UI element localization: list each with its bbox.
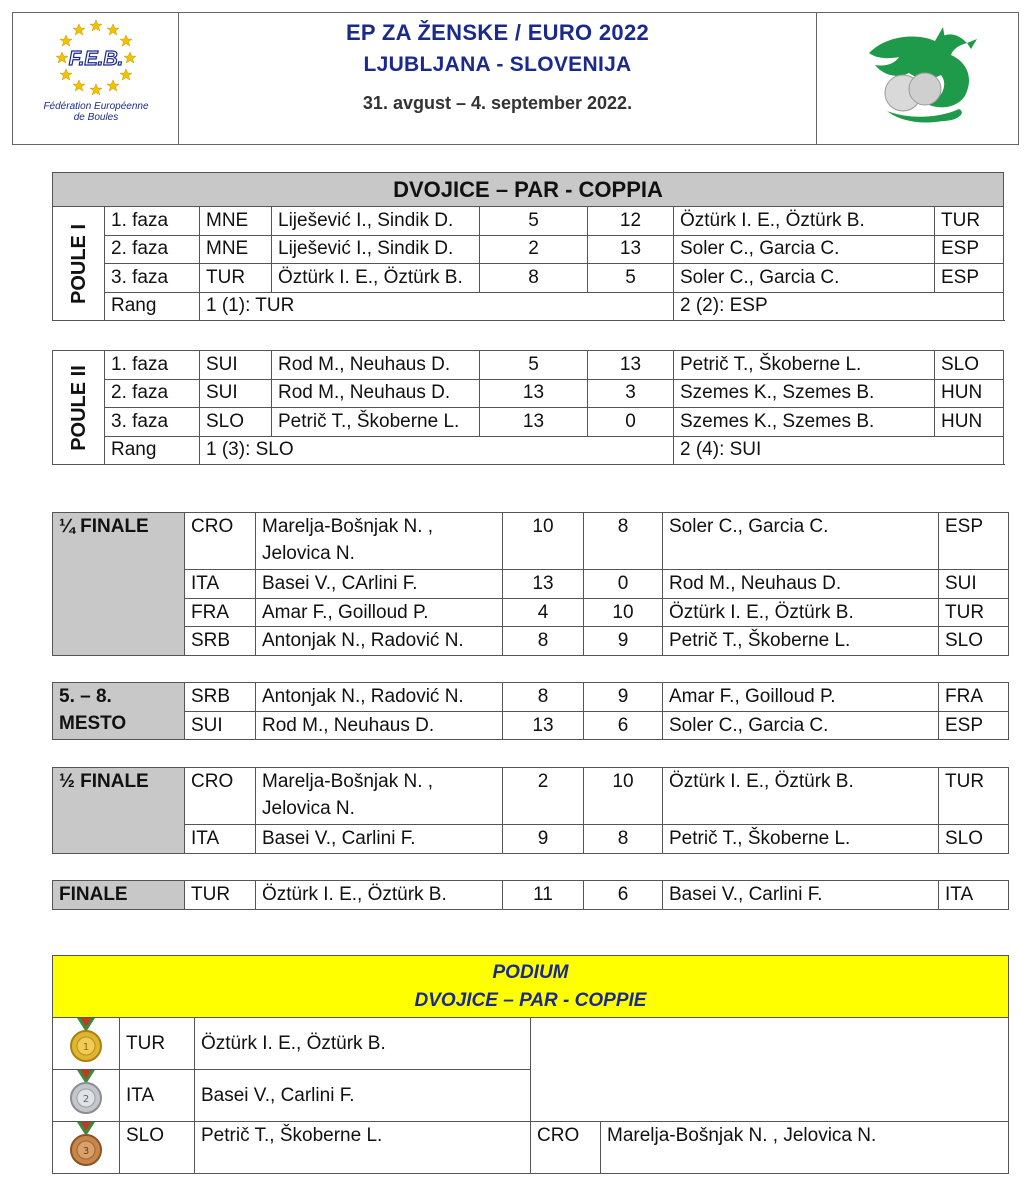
country-cell: TUR bbox=[200, 264, 272, 293]
podium-header-row bbox=[53, 956, 1009, 1018]
quarter-row-3 bbox=[53, 598, 1009, 627]
gold-medal-icon bbox=[53, 1018, 120, 1070]
country-cell: FRA bbox=[185, 598, 256, 627]
players-cell: Liješević I., Sindik D. bbox=[272, 207, 480, 236]
podium-table bbox=[52, 955, 1009, 1174]
poule-1-row-3 bbox=[53, 264, 1004, 293]
semi-row-2 bbox=[53, 825, 1009, 854]
players-cell: Petrič T., Škoberne L. bbox=[663, 825, 939, 854]
score-cell: 8 bbox=[503, 683, 584, 712]
players-cell: Amar F., Goilloud P. bbox=[256, 598, 503, 627]
country-cell: ESP bbox=[935, 264, 1004, 293]
quarter-row-2 bbox=[53, 570, 1009, 599]
poule-1-rank-row bbox=[53, 292, 1004, 321]
svg-text:F.E.B.: F.E.B. bbox=[68, 48, 124, 70]
places-5-8-table bbox=[52, 682, 1009, 740]
places-row-2 bbox=[53, 711, 1009, 740]
players-cell: Öztürk I. E., Öztürk B. bbox=[674, 207, 935, 236]
score-cell: 0 bbox=[584, 570, 663, 599]
event-title-block bbox=[179, 13, 817, 144]
score-cell: 4 bbox=[503, 598, 584, 627]
country-cell: ESP bbox=[939, 513, 1009, 570]
country-cell: ITA bbox=[185, 570, 256, 599]
score-cell: 3 bbox=[588, 379, 674, 408]
podium-players: Öztürk I. E., Öztürk B. bbox=[195, 1018, 531, 1070]
country-cell: HUN bbox=[935, 408, 1004, 437]
score-cell: 6 bbox=[584, 881, 663, 910]
score-cell: 13 bbox=[503, 570, 584, 599]
score-cell: 8 bbox=[584, 825, 663, 854]
score-cell: 0 bbox=[588, 408, 674, 437]
poule-2-row-3 bbox=[53, 408, 1004, 437]
podium-country: SLO bbox=[120, 1122, 195, 1174]
poule-2-row-2 bbox=[53, 379, 1004, 408]
podium-bronze-row bbox=[53, 1122, 1009, 1174]
country-cell: ITA bbox=[939, 881, 1009, 910]
poule-2-rank-row bbox=[53, 436, 1004, 465]
dragon-boules-icon bbox=[817, 13, 1018, 144]
players-cell: Petrič T., Škoberne L. bbox=[674, 351, 935, 380]
rank-label: Rang bbox=[105, 292, 200, 321]
score-cell: 8 bbox=[503, 627, 584, 656]
feb-caption-line1: Fédération Européenne bbox=[43, 101, 149, 112]
players-cell: Soler C., Garcia C. bbox=[663, 711, 939, 740]
players-cell: Petrič T., Škoberne L. bbox=[272, 408, 480, 437]
country-cell: ESP bbox=[939, 711, 1009, 740]
country-cell: MNE bbox=[200, 235, 272, 264]
score-cell: 13 bbox=[588, 351, 674, 380]
feb-logo bbox=[13, 13, 179, 144]
country-cell: SLO bbox=[939, 627, 1009, 656]
final-table bbox=[52, 880, 1009, 910]
score-cell: 10 bbox=[584, 768, 663, 825]
places-5-8-label: 5. – 8. MESTO bbox=[53, 683, 185, 740]
players-cell: Basei V., CArlini F. bbox=[256, 570, 503, 599]
players-cell: Soler C., Garcia C. bbox=[674, 235, 935, 264]
score-cell: 5 bbox=[480, 351, 588, 380]
event-dates: 31. avgust – 4. september 2022. bbox=[362, 93, 633, 113]
poule-1-label: POULE I bbox=[53, 207, 105, 321]
rank-second: 2 (4): SUI bbox=[674, 436, 1004, 465]
country-cell: SLO bbox=[939, 825, 1009, 854]
svg-text:2: 2 bbox=[82, 1094, 90, 1105]
silver-medal-icon bbox=[53, 1070, 120, 1122]
podium-empty-cell bbox=[531, 1018, 1009, 1122]
podium-country: TUR bbox=[120, 1018, 195, 1070]
podium-players: Marelja-Bošnjak N. , Jelovica N. bbox=[601, 1122, 1009, 1174]
semi-final-table bbox=[52, 767, 1009, 854]
country-cell: SUI bbox=[200, 351, 272, 380]
event-title: EP ZA ŽENSKE / EURO 2022 bbox=[345, 20, 650, 45]
players-cell: Öztürk I. E., Öztürk B. bbox=[272, 264, 480, 293]
poule-2-row-1 bbox=[53, 351, 1004, 380]
country-cell: ESP bbox=[935, 235, 1004, 264]
rank-label: Rang bbox=[105, 436, 200, 465]
bronze-medal-icon bbox=[53, 1122, 120, 1174]
podium-country: ITA bbox=[120, 1070, 195, 1122]
dragon-logo bbox=[817, 13, 1018, 144]
players-cell: Szemes K., Szemes B. bbox=[674, 408, 935, 437]
players-cell: Antonjak N., Radović N. bbox=[256, 683, 503, 712]
semi-final-label: ½ FINALE bbox=[53, 768, 185, 854]
players-cell: Rod M., Neuhaus D. bbox=[256, 711, 503, 740]
country-cell: SUI bbox=[200, 379, 272, 408]
country-cell: SLO bbox=[200, 408, 272, 437]
main-title: DVOJICE – PAR - COPPIA bbox=[53, 173, 1004, 207]
players-cell: Marelja-Bošnjak N. , Jelovica N. bbox=[256, 513, 503, 570]
document-header bbox=[12, 12, 1019, 145]
final-label: FINALE bbox=[53, 881, 185, 910]
players-cell: Rod M., Neuhaus D. bbox=[272, 351, 480, 380]
poule-1-row-1 bbox=[53, 207, 1004, 236]
podium-players: Basei V., Carlini F. bbox=[195, 1070, 531, 1122]
score-cell: 12 bbox=[588, 207, 674, 236]
players-cell: Basei V., Carlini F. bbox=[663, 881, 939, 910]
score-cell: 2 bbox=[503, 768, 584, 825]
players-cell: Soler C., Garcia C. bbox=[674, 264, 935, 293]
score-cell: 8 bbox=[584, 513, 663, 570]
players-cell: Rod M., Neuhaus D. bbox=[663, 570, 939, 599]
places-row-1 bbox=[53, 683, 1009, 712]
feb-caption-line2: de Boules bbox=[73, 112, 119, 123]
players-cell: Öztürk I. E., Öztürk B. bbox=[663, 768, 939, 825]
svg-text:1: 1 bbox=[82, 1042, 90, 1053]
poule-2-table bbox=[52, 350, 1004, 465]
phase-cell: 1. faza bbox=[105, 351, 200, 380]
country-cell: SLO bbox=[935, 351, 1004, 380]
score-cell: 13 bbox=[480, 408, 588, 437]
players-cell: Öztürk I. E., Öztürk B. bbox=[256, 881, 503, 910]
score-cell: 2 bbox=[480, 235, 588, 264]
players-cell: Liješević I., Sindik D. bbox=[272, 235, 480, 264]
feb-stars-emblem bbox=[13, 13, 179, 144]
players-cell: Öztürk I. E., Öztürk B. bbox=[663, 598, 939, 627]
score-cell: 5 bbox=[480, 207, 588, 236]
score-cell: 9 bbox=[503, 825, 584, 854]
country-cell: MNE bbox=[200, 207, 272, 236]
players-cell: Petrič T., Škoberne L. bbox=[663, 627, 939, 656]
phase-cell: 2. faza bbox=[105, 379, 200, 408]
quarter-row-1 bbox=[53, 513, 1009, 570]
players-cell: Soler C., Garcia C. bbox=[663, 513, 939, 570]
podium-country: CRO bbox=[531, 1122, 601, 1174]
country-cell: FRA bbox=[939, 683, 1009, 712]
score-cell: 6 bbox=[584, 711, 663, 740]
quarter-row-4 bbox=[53, 627, 1009, 656]
score-cell: 13 bbox=[503, 711, 584, 740]
score-cell: 10 bbox=[584, 598, 663, 627]
poule-2-label: POULE II bbox=[53, 351, 105, 465]
poule-1-table bbox=[52, 172, 1004, 321]
country-cell: SRB bbox=[185, 683, 256, 712]
country-cell: CRO bbox=[185, 513, 256, 570]
feb-logo-caption bbox=[13, 101, 179, 123]
podium-players: Petrič T., Škoberne L. bbox=[195, 1122, 531, 1174]
score-cell: 11 bbox=[503, 881, 584, 910]
podium-gold-row bbox=[53, 1018, 1009, 1070]
phase-cell: 3. faza bbox=[105, 408, 200, 437]
players-cell: Basei V., Carlini F. bbox=[256, 825, 503, 854]
country-cell: HUN bbox=[935, 379, 1004, 408]
poule-1-row-2 bbox=[53, 235, 1004, 264]
country-cell: ITA bbox=[185, 825, 256, 854]
rank-second: 2 (2): ESP bbox=[674, 292, 1004, 321]
country-cell: SUI bbox=[185, 711, 256, 740]
country-cell: SRB bbox=[185, 627, 256, 656]
podium-title-line2: DVOJICE – PAR - COPPIE bbox=[414, 989, 647, 1011]
phase-cell: 1. faza bbox=[105, 207, 200, 236]
rank-first: 1 (1): TUR bbox=[200, 292, 674, 321]
score-cell: 9 bbox=[584, 683, 663, 712]
rank-first: 1 (3): SLO bbox=[200, 436, 674, 465]
country-cell: TUR bbox=[185, 881, 256, 910]
country-cell: SUI bbox=[939, 570, 1009, 599]
players-cell: Antonjak N., Radović N. bbox=[256, 627, 503, 656]
players-cell: Szemes K., Szemes B. bbox=[674, 379, 935, 408]
score-cell: 13 bbox=[480, 379, 588, 408]
score-cell: 5 bbox=[588, 264, 674, 293]
country-cell: TUR bbox=[939, 768, 1009, 825]
final-row bbox=[53, 881, 1009, 910]
players-cell: Amar F., Goilloud P. bbox=[663, 683, 939, 712]
quarter-final-table bbox=[52, 512, 1009, 656]
country-cell: CRO bbox=[185, 768, 256, 825]
semi-row-1 bbox=[53, 768, 1009, 825]
score-cell: 13 bbox=[588, 235, 674, 264]
score-cell: 10 bbox=[503, 513, 584, 570]
country-cell: TUR bbox=[935, 207, 1004, 236]
score-cell: 9 bbox=[584, 627, 663, 656]
podium-title bbox=[53, 956, 1009, 1018]
phase-cell: 3. faza bbox=[105, 264, 200, 293]
score-cell: 8 bbox=[480, 264, 588, 293]
svg-text:3: 3 bbox=[82, 1146, 90, 1157]
podium-title-line1: PODIUM bbox=[492, 961, 569, 983]
players-cell: Rod M., Neuhaus D. bbox=[272, 379, 480, 408]
event-location: LJUBLJANA - SLOVENIJA bbox=[363, 53, 632, 76]
phase-cell: 2. faza bbox=[105, 235, 200, 264]
players-cell: Marelja-Bošnjak N. , Jelovica N. bbox=[256, 768, 503, 825]
country-cell: TUR bbox=[939, 598, 1009, 627]
quarter-final-label: ¼ FINALE bbox=[53, 513, 185, 656]
